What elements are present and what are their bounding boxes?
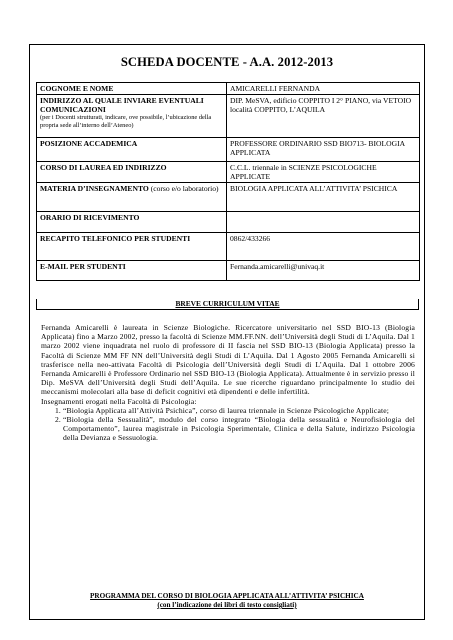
row-label: COGNOME E NOME: [37, 83, 227, 95]
program-title: PROGRAMMA DEL CORSO DI BIOLOGIA APPLICATA ALL’ATTIVITA’ PSICHICA: [90, 592, 364, 600]
row-value: C.C.L. triennale in SCIENZE PSICOLOGICHE APPLICATE: [227, 162, 420, 183]
row-label-cell: [37, 183, 227, 212]
info-table: [36, 82, 420, 281]
row-label-cell: [37, 95, 227, 138]
table-row: [37, 233, 420, 261]
table-row: [37, 138, 420, 162]
list-item: 1. “Biologia Applicata all’Attività Psichica”, corso di laurea triennale in Scienze Psicologiche Applicate;: [63, 406, 415, 415]
table-row: [37, 261, 420, 281]
cv-body: [41, 323, 415, 443]
table-row: [37, 162, 420, 183]
row-value: DIP. MeSVA, edificio COPPITO I 2° PIANO, via VETOIO località COPPITO, L’AQUILA: [227, 95, 420, 138]
table-row: [37, 212, 420, 233]
row-label: INDIRIZZO AL QUALE INVIARE EVENTUALI COMUNICAZIONI: [40, 96, 204, 114]
cv-paragraph: Fernanda Amicarelli è laureata in Scienze Biologiche. Ricercatore universitario nel SSD BIO-13 (Biologia Applicata) fino a Marzo 2002, presso la facoltà di Scienze MM.FF.NN. dell’Università degli Studi di L’Aquila. Dal 1 marzo 2002 viene inquadrata nel ruolo di professore di II fascia nel SSD BIO-13 (Biologia Applicata) presso la Facoltà di Scienze MM FF NN dell’Università degli Studi di L’Aquila. Dal 1 Agosto 2005 Fernanda Amicarelli si trasferisce nella neo-attivata Facoltà di Psicologia dell’Università degli Studi di L’Aquila. Dal 1 ottobre 2006 Fernanda Amicarelli è Professore Ordinario nel SSD BIO-13 (Biologia Applicata). Attualmente è in servizio presso il Dip. MeSVA dell’Università degli Studi dell’Aquila. Le sue ricerche riguardano principalmente lo studio dei meccanismi molecolari alla base di deficit cognitivi età dipendenti e delle infertilità.: [41, 323, 415, 397]
row-label: ORARIO DI RICEVIMENTO: [37, 212, 227, 233]
table-row: [37, 83, 420, 95]
row-value: AMICARELLI FERNANDA: [227, 83, 420, 95]
table-row: [37, 95, 420, 138]
cv-courses-intro: Insegnamenti erogati nella Facoltà di Psicologia:: [41, 396, 197, 406]
row-value: Fernanda.amicarelli@univaq.it: [227, 261, 420, 281]
cv-heading-text: BREVE CURRICULUM VITAE: [175, 299, 280, 308]
table-row: [37, 183, 420, 212]
program-subtitle: (con l’indicazione dei libri di testo consigliati): [157, 601, 297, 609]
row-value: BIOLOGIA APPLICATA ALL’ATTIVITA’ PSICHICA: [227, 183, 420, 212]
row-value: [227, 212, 420, 233]
row-value: PROFESSORE ORDINARIO SSD BIO713- BIOLOGIA APPLICATA: [227, 138, 420, 162]
row-label: E-MAIL PER STUDENTI: [37, 261, 227, 281]
cv-heading: [36, 299, 419, 310]
row-label: MATERIA D’INSEGNAMENTO: [40, 184, 149, 193]
row-label: CORSO DI LAUREA ED INDIRIZZO: [37, 162, 227, 183]
page-title: SCHEDA DOCENTE - A.A. 2012-2013: [120, 55, 334, 69]
list-item: 2. “Biologia della Sessualità”, modulo del corso integrato “Biologia della sessualità e Neurofisiologia del Comportamento”, laurea magistrale in Psicologia Sperimentale, Clinica e della Salute, indirizzo Psicologia della Devianza e Sessuologia.: [63, 415, 415, 443]
cv-course-list: [41, 406, 415, 443]
document-frame: [29, 44, 425, 620]
row-label: RECAPITO TELEFONICO PER STUDENTI: [37, 233, 227, 261]
row-value: 0862/433266: [227, 233, 420, 261]
row-note: (per i Docenti strutturati, indicare, ove possibile, l’ubicazione della propria sede all’interno dell’Ateneo): [40, 114, 212, 129]
program-heading: [36, 592, 418, 610]
row-label-extra: (corso e/o laboratorio): [148, 184, 219, 193]
row-label: POSIZIONE ACCADEMICA: [37, 138, 227, 162]
